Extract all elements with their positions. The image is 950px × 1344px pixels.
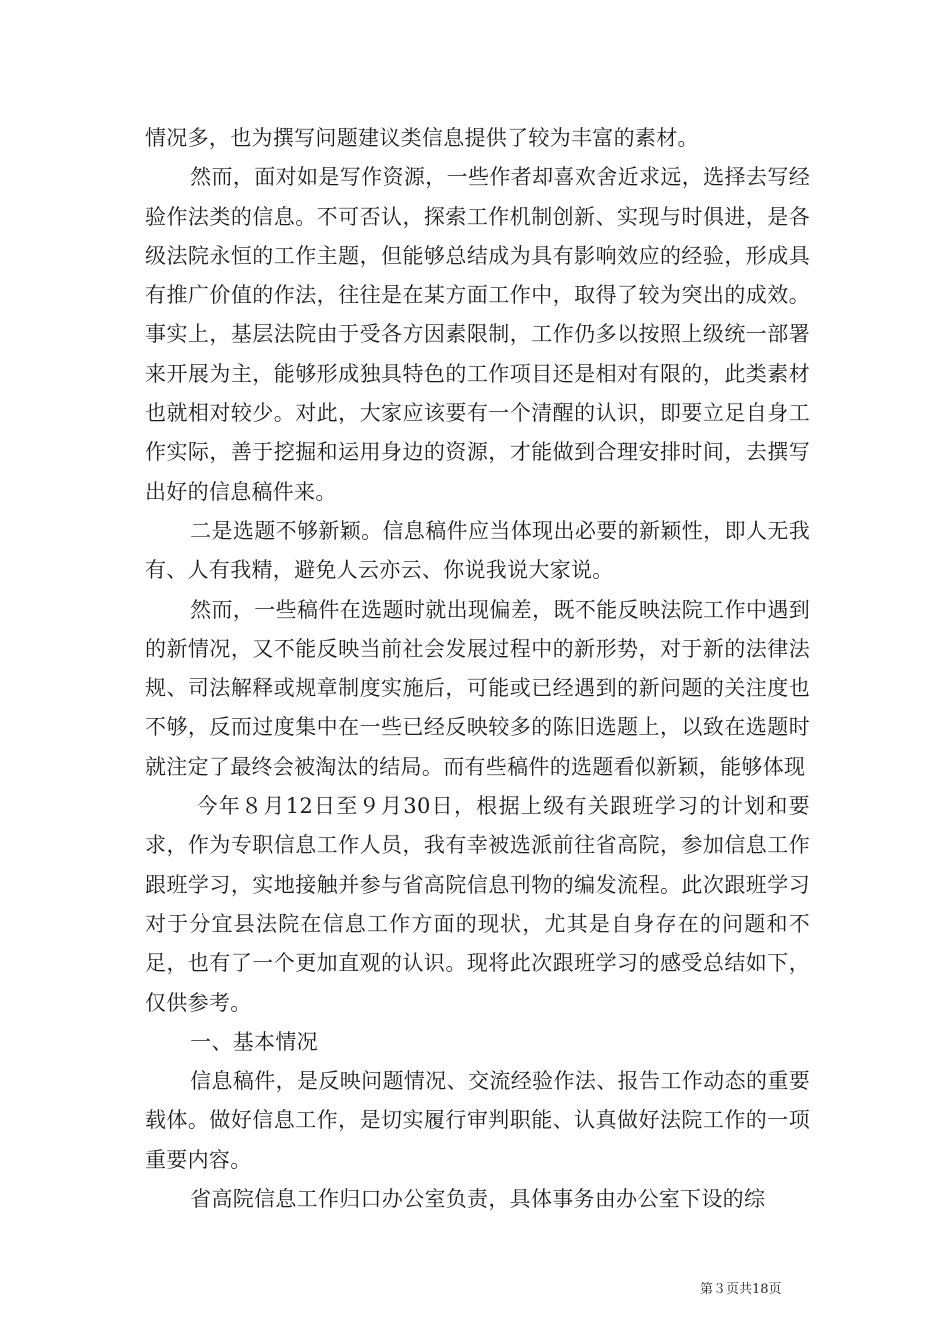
paragraph-provincial-court: 省高院信息工作归口办公室负责，具体事务由办公室下设的综 [190,1187,766,1212]
paragraph-topic-deviation: 然而，一些稿件在选题时就出现偏差，既不能反映法院工作中遇到的新情况，又不能反映当前社会发展过程中的新形势，对于新的法律法规、司法解释或规章制度实施后，可能或已经遇到的新问题的关注度也不够，反而过度集中在一些已经反映较多的陈旧选题上，以致在选题时就注定了最终会被淘汰的结局。而有些稿件的选题看似新颖，能够体现 [145,597,810,779]
page-number: 第３页共18页 [700,1282,782,1297]
document-body [145,119,810,1219]
paragraph-info-manuscripts: 信息稿件，是反映问题情况、交流经验作法、报告工作动态的重要载体。做好信息工作，是切实履行审判职能、认真做好法院工作的一项重要内容。 [145,1069,810,1172]
paragraph-writing-resources: 然而，面对如是写作资源，一些作者却喜欢舍近求远，选择去写经验作法类的信息。不可否认，探索工作机制创新、实现与时俱进，是各级法院永恒的工作主题，但能够总结成为具有影响效应的经验，形成具有推广价值的作法，往往是在某方面工作中，取得了较为突出的成效。事实上，基层法院由于受各方因素限制，工作仍多以按照上级统一部署来开展为主，能够形成独具特色的工作项目还是相对有限的，此类素材也就相对较少。对此，大家应该要有一个清醒的认识，即要立足自身工作实际，善于挖掘和运用身边的资源，才能做到合理安排时间，去撰写出好的信息稿件来。 [145,165,810,504]
paragraph-continuation: 情况多，也为撰写问题建议类信息提供了较为丰富的素材。 [145,126,699,150]
paragraph-training-intro: 今年８月12日至９月30日，根据上级有关跟班学习的计划和要求，作为专职信息工作人员，我有幸被选派前往省高院，参加信息工作跟班学习，实地接触并参与省高院信息刊物的编发流程。此次跟班学习对于分宜县法院在信息工作方面的现状，尤其是自身存在的问题和不足，也有了一个更加直观的认识。现将此次跟班学习的感受总结如下，仅供参考。 [145,794,810,1015]
paragraph-topic-novelty: 二是选题不够新颖。信息稿件应当体现出必要的新颖性，即人无我有、人有我精，避免人云亦云、你说我说大家说。 [145,518,810,583]
section-heading-basic-situation: 一、基本情况 [190,1029,318,1054]
